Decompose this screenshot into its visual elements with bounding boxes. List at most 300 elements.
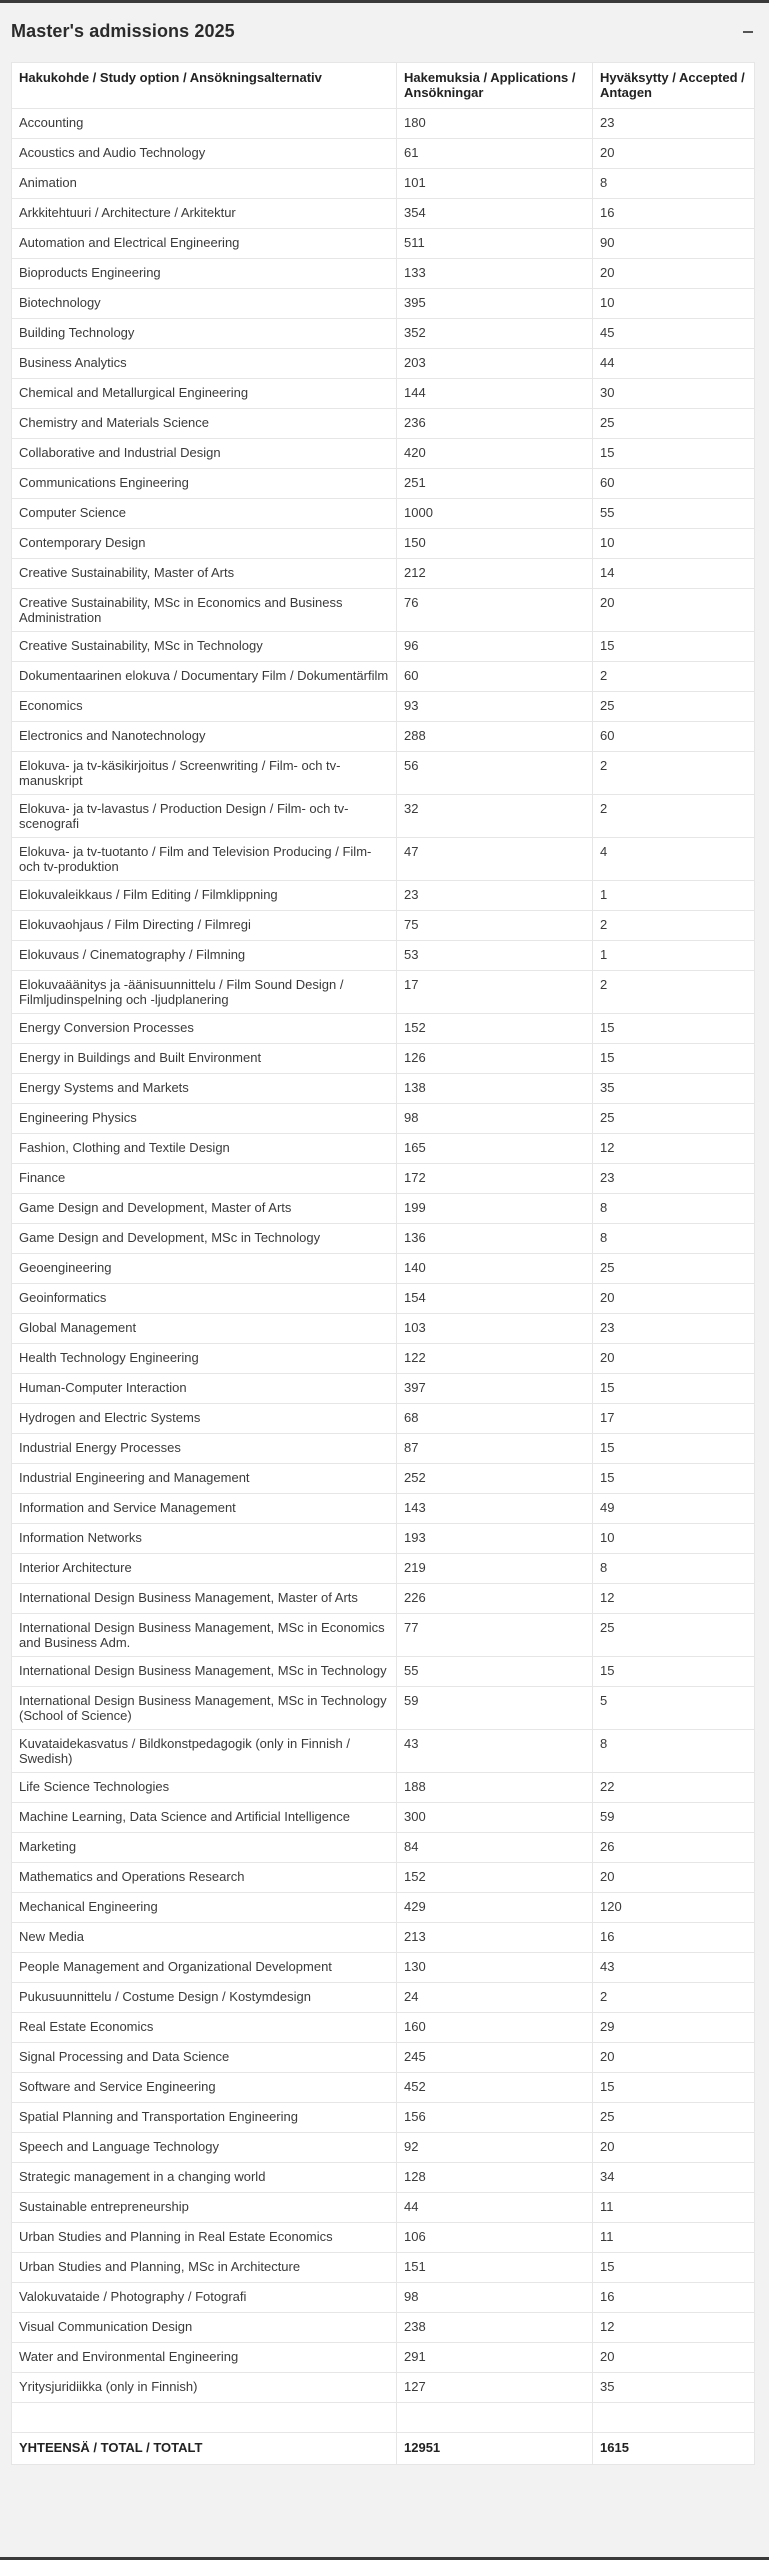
table-row (12, 2193, 755, 2223)
applications-cell: 165 (397, 1134, 593, 1164)
table-row (12, 469, 755, 499)
table-row (12, 349, 755, 379)
accepted-cell: 11 (593, 2193, 755, 2223)
study-option-cell: Elokuvaus / Cinematography / Filmning (12, 941, 397, 971)
table-row (12, 2103, 755, 2133)
accepted-cell: 30 (593, 379, 755, 409)
study-option-cell: Elokuva- ja tv-käsikirjoitus / Screenwriting / Film- och tv-manuskript (12, 752, 397, 795)
accepted-cell: 11 (593, 2223, 755, 2253)
accepted-cell: 26 (593, 1833, 755, 1863)
study-option-cell: Geoengineering (12, 1254, 397, 1284)
study-option-cell: Machine Learning, Data Science and Artificial Intelligence (12, 1803, 397, 1833)
applications-cell: 44 (397, 2193, 593, 2223)
applications-cell: 397 (397, 1374, 593, 1404)
table-row (12, 1104, 755, 1134)
accepted-cell: 20 (593, 1863, 755, 1893)
study-option-cell: Computer Science (12, 499, 397, 529)
section-title: Master's admissions 2025 (11, 21, 235, 41)
table-row (12, 1464, 755, 1494)
accepted-cell: 2 (593, 795, 755, 838)
study-option-cell: Real Estate Economics (12, 2013, 397, 2043)
study-option-cell: Chemical and Metallurgical Engineering (12, 379, 397, 409)
accepted-cell: 15 (593, 1374, 755, 1404)
table-row (12, 1344, 755, 1374)
table-row (12, 1134, 755, 1164)
accepted-cell: 2 (593, 911, 755, 941)
applications-cell: 133 (397, 259, 593, 289)
study-option-cell: Electronics and Nanotechnology (12, 722, 397, 752)
accepted-cell: 16 (593, 2283, 755, 2313)
accepted-cell: 60 (593, 469, 755, 499)
table-row (12, 379, 755, 409)
table-row (12, 1833, 755, 1863)
study-option-cell: International Design Business Management, MSc in Technology (School of Science) (12, 1687, 397, 1730)
study-option-cell: Accounting (12, 109, 397, 139)
applications-cell: 213 (397, 1923, 593, 1953)
accepted-cell: 12 (593, 1584, 755, 1614)
applications-cell: 203 (397, 349, 593, 379)
study-option-cell: Industrial Energy Processes (12, 1434, 397, 1464)
accepted-cell: 23 (593, 109, 755, 139)
applications-cell: 96 (397, 632, 593, 662)
table-row (12, 1773, 755, 1803)
table-row (12, 169, 755, 199)
applications-cell: 92 (397, 2133, 593, 2163)
applications-cell: 136 (397, 1224, 593, 1254)
table-row (12, 2073, 755, 2103)
table-row (12, 259, 755, 289)
collapse-button[interactable] (736, 19, 760, 43)
study-option-cell: Software and Service Engineering (12, 2073, 397, 2103)
applications-cell: 87 (397, 1434, 593, 1464)
table-row (12, 1404, 755, 1434)
table-row (12, 1584, 755, 1614)
applications-cell: 395 (397, 289, 593, 319)
accepted-cell: 8 (593, 1224, 755, 1254)
table-row (12, 1434, 755, 1464)
accepted-cell: 20 (593, 2043, 755, 2073)
study-option-cell: Finance (12, 1164, 397, 1194)
accepted-cell: 1 (593, 941, 755, 971)
study-option-cell: Creative Sustainability, MSc in Economics and Business Administration (12, 589, 397, 632)
applications-cell: 172 (397, 1164, 593, 1194)
table-row (12, 1524, 755, 1554)
accepted-cell: 20 (593, 1284, 755, 1314)
total-row (12, 2433, 755, 2465)
accepted-cell: 20 (593, 139, 755, 169)
applications-cell: 152 (397, 1863, 593, 1893)
table-row (12, 838, 755, 881)
study-option-cell: Spatial Planning and Transportation Engineering (12, 2103, 397, 2133)
study-option-cell: Elokuva- ja tv-tuotanto / Film and Television Producing / Film- och tv-produktion (12, 838, 397, 881)
study-option-cell: International Design Business Management, Master of Arts (12, 1584, 397, 1614)
table-row (12, 752, 755, 795)
accepted-cell: 20 (593, 589, 755, 632)
table-row (12, 795, 755, 838)
table-row (12, 409, 755, 439)
applications-cell: 32 (397, 795, 593, 838)
table-row (12, 971, 755, 1014)
accepted-cell: 20 (593, 2343, 755, 2373)
study-option-cell: Energy in Buildings and Built Environment (12, 1044, 397, 1074)
applications-cell: 93 (397, 692, 593, 722)
total-label: YHTEENSÄ / TOTAL / TOTALT (12, 2433, 397, 2465)
study-option-cell: Arkkitehtuuri / Architecture / Arkitektur (12, 199, 397, 229)
applications-cell: 126 (397, 1044, 593, 1074)
applications-cell: 84 (397, 1833, 593, 1863)
study-option-cell: Chemistry and Materials Science (12, 409, 397, 439)
applications-cell: 77 (397, 1614, 593, 1657)
applications-cell: 511 (397, 229, 593, 259)
applications-cell: 103 (397, 1314, 593, 1344)
study-option-cell: Engineering Physics (12, 1104, 397, 1134)
accepted-cell: 44 (593, 349, 755, 379)
table-row (12, 1803, 755, 1833)
table-row (12, 881, 755, 911)
accepted-cell: 15 (593, 1464, 755, 1494)
accepted-cell: 20 (593, 259, 755, 289)
table-row (12, 559, 755, 589)
table-row (12, 529, 755, 559)
applications-cell: 144 (397, 379, 593, 409)
accepted-cell: 12 (593, 2313, 755, 2343)
accepted-cell: 1 (593, 881, 755, 911)
study-option-cell: Mechanical Engineering (12, 1893, 397, 1923)
applications-cell: 59 (397, 1687, 593, 1730)
applications-cell: 60 (397, 662, 593, 692)
table-row (12, 1657, 755, 1687)
applications-cell: 98 (397, 2283, 593, 2313)
applications-cell: 236 (397, 409, 593, 439)
accepted-cell: 59 (593, 1803, 755, 1833)
study-option-cell: Dokumentaarinen elokuva / Documentary Film / Dokumentärfilm (12, 662, 397, 692)
study-option-cell: Valokuvataide / Photography / Fotografi (12, 2283, 397, 2313)
table-row (12, 1044, 755, 1074)
applications-cell: 128 (397, 2163, 593, 2193)
accepted-cell: 23 (593, 1314, 755, 1344)
accepted-cell: 25 (593, 1254, 755, 1284)
study-option-cell: Signal Processing and Data Science (12, 2043, 397, 2073)
table-row (12, 1254, 755, 1284)
study-option-cell: Kuvataidekasvatus / Bildkonstpedagogik (only in Finnish / Swedish) (12, 1730, 397, 1773)
table-row (12, 1953, 755, 1983)
accepted-cell: 15 (593, 632, 755, 662)
applications-cell: 245 (397, 2043, 593, 2073)
table-row (12, 1314, 755, 1344)
applications-cell: 23 (397, 881, 593, 911)
study-option-cell: Game Design and Development, MSc in Technology (12, 1224, 397, 1254)
table-row (12, 1494, 755, 1524)
accepted-cell: 15 (593, 2253, 755, 2283)
applications-cell: 122 (397, 1344, 593, 1374)
applications-cell: 150 (397, 529, 593, 559)
table-row (12, 319, 755, 349)
minus-icon (743, 31, 753, 33)
table-row (12, 2133, 755, 2163)
accepted-cell: 14 (593, 559, 755, 589)
applications-cell: 17 (397, 971, 593, 1014)
study-option-cell: Acoustics and Audio Technology (12, 139, 397, 169)
study-option-cell: International Design Business Management, MSc in Technology (12, 1657, 397, 1687)
study-option-cell: Health Technology Engineering (12, 1344, 397, 1374)
applications-cell: 188 (397, 1773, 593, 1803)
study-option-cell: Speech and Language Technology (12, 2133, 397, 2163)
table-row (12, 1164, 755, 1194)
applications-cell: 76 (397, 589, 593, 632)
accepted-cell: 10 (593, 1524, 755, 1554)
accepted-cell: 15 (593, 1014, 755, 1044)
table-row (12, 589, 755, 632)
study-option-cell: Information and Service Management (12, 1494, 397, 1524)
study-option-cell: Communications Engineering (12, 469, 397, 499)
applications-cell: 24 (397, 1983, 593, 2013)
accepted-cell: 16 (593, 199, 755, 229)
table-row (12, 139, 755, 169)
table-row (12, 2223, 755, 2253)
study-option-cell: Marketing (12, 1833, 397, 1863)
table-row (12, 1893, 755, 1923)
accepted-cell: 25 (593, 692, 755, 722)
accepted-cell: 55 (593, 499, 755, 529)
accepted-cell: 35 (593, 2373, 755, 2403)
table-row (12, 2373, 755, 2403)
study-option-cell: Urban Studies and Planning, MSc in Architecture (12, 2253, 397, 2283)
accepted-cell: 34 (593, 2163, 755, 2193)
accepted-cell: 35 (593, 1074, 755, 1104)
applications-cell: 420 (397, 439, 593, 469)
table-row (12, 109, 755, 139)
accepted-cell: 16 (593, 1923, 755, 1953)
study-option-cell: Game Design and Development, Master of Arts (12, 1194, 397, 1224)
accepted-cell: 29 (593, 2013, 755, 2043)
table-row (12, 1687, 755, 1730)
accepted-cell: 10 (593, 289, 755, 319)
table-row (12, 499, 755, 529)
study-option-cell: Elokuvaohjaus / Film Directing / Filmregi (12, 911, 397, 941)
empty-cell (397, 2403, 593, 2433)
applications-cell: 160 (397, 2013, 593, 2043)
study-option-cell: Biotechnology (12, 289, 397, 319)
accepted-cell: 120 (593, 1893, 755, 1923)
applications-cell: 354 (397, 199, 593, 229)
accepted-cell: 15 (593, 1657, 755, 1687)
accepted-cell: 5 (593, 1687, 755, 1730)
applications-cell: 300 (397, 1803, 593, 1833)
accepted-cell: 20 (593, 2133, 755, 2163)
applications-cell: 75 (397, 911, 593, 941)
study-option-cell: Animation (12, 169, 397, 199)
applications-cell: 53 (397, 941, 593, 971)
table-row (12, 2343, 755, 2373)
study-option-cell: Creative Sustainability, MSc in Technology (12, 632, 397, 662)
empty-cell (593, 2403, 755, 2433)
table-row (12, 941, 755, 971)
study-option-cell: Elokuvaäänitys ja -äänisuunnittelu / Film Sound Design / Filmljudinspelning och -ljudplanering (12, 971, 397, 1014)
study-option-cell: Economics (12, 692, 397, 722)
total-accepted: 1615 (593, 2433, 755, 2465)
applications-cell: 138 (397, 1074, 593, 1104)
accepted-cell: 8 (593, 1730, 755, 1773)
study-option-cell: Contemporary Design (12, 529, 397, 559)
study-option-cell: Elokuvaleikkaus / Film Editing / Filmklippning (12, 881, 397, 911)
table-row (12, 1614, 755, 1657)
applications-cell: 98 (397, 1104, 593, 1134)
table-row (12, 2283, 755, 2313)
empty-cell (12, 2403, 397, 2433)
applications-cell: 199 (397, 1194, 593, 1224)
applications-cell: 180 (397, 109, 593, 139)
accepted-cell: 2 (593, 752, 755, 795)
accepted-cell: 15 (593, 2073, 755, 2103)
table-row (12, 632, 755, 662)
applications-cell: 154 (397, 1284, 593, 1314)
accepted-cell: 8 (593, 169, 755, 199)
accepted-cell: 10 (593, 529, 755, 559)
table-row (12, 2253, 755, 2283)
table-row (12, 692, 755, 722)
applications-cell: 127 (397, 2373, 593, 2403)
study-option-cell: Hydrogen and Electric Systems (12, 1404, 397, 1434)
study-option-cell: Global Management (12, 1314, 397, 1344)
applications-cell: 143 (397, 1494, 593, 1524)
study-option-cell: Urban Studies and Planning in Real Estate Economics (12, 2223, 397, 2253)
accepted-cell: 2 (593, 662, 755, 692)
table-row (12, 229, 755, 259)
accepted-cell: 49 (593, 1494, 755, 1524)
study-option-cell: Yritysjuridiikka (only in Finnish) (12, 2373, 397, 2403)
accepted-cell: 25 (593, 409, 755, 439)
study-option-cell: Strategic management in a changing world (12, 2163, 397, 2193)
applications-cell: 68 (397, 1404, 593, 1434)
applications-cell: 56 (397, 752, 593, 795)
accepted-cell: 25 (593, 2103, 755, 2133)
applications-cell: 61 (397, 139, 593, 169)
study-option-cell: Bioproducts Engineering (12, 259, 397, 289)
study-option-cell: Visual Communication Design (12, 2313, 397, 2343)
admissions-accordion (0, 3, 769, 59)
applications-cell: 106 (397, 2223, 593, 2253)
applications-cell: 101 (397, 169, 593, 199)
applications-cell: 226 (397, 1584, 593, 1614)
table-row (12, 2313, 755, 2343)
table-row (12, 722, 755, 752)
table-row (12, 1014, 755, 1044)
study-option-cell: Creative Sustainability, Master of Arts (12, 559, 397, 589)
applications-cell: 156 (397, 2103, 593, 2133)
study-option-cell: Life Science Technologies (12, 1773, 397, 1803)
table-row (12, 1730, 755, 1773)
applications-cell: 219 (397, 1554, 593, 1584)
accepted-cell: 15 (593, 1434, 755, 1464)
study-option-cell: International Design Business Management, MSc in Economics and Business Adm. (12, 1614, 397, 1657)
accepted-cell: 60 (593, 722, 755, 752)
applications-cell: 55 (397, 1657, 593, 1687)
accepted-cell: 23 (593, 1164, 755, 1194)
accepted-cell: 43 (593, 1953, 755, 1983)
applications-cell: 238 (397, 2313, 593, 2343)
applications-cell: 130 (397, 1953, 593, 1983)
table-header-row (12, 63, 755, 109)
applications-cell: 288 (397, 722, 593, 752)
table-row (12, 1983, 755, 2013)
accepted-cell: 25 (593, 1614, 755, 1657)
spacer-row (12, 2403, 755, 2433)
table-row (12, 1374, 755, 1404)
accepted-cell: 25 (593, 1104, 755, 1134)
study-option-cell: Water and Environmental Engineering (12, 2343, 397, 2373)
applications-cell: 47 (397, 838, 593, 881)
applications-cell: 1000 (397, 499, 593, 529)
table-row (12, 1224, 755, 1254)
accepted-cell: 45 (593, 319, 755, 349)
study-option-cell: Collaborative and Industrial Design (12, 439, 397, 469)
applications-cell: 43 (397, 1730, 593, 1773)
applications-cell: 140 (397, 1254, 593, 1284)
study-option-cell: Human-Computer Interaction (12, 1374, 397, 1404)
study-option-cell: Automation and Electrical Engineering (12, 229, 397, 259)
admissions-table (11, 62, 755, 2465)
accepted-cell: 22 (593, 1773, 755, 1803)
table-row (12, 2163, 755, 2193)
applications-cell: 151 (397, 2253, 593, 2283)
applications-cell: 152 (397, 1014, 593, 1044)
accepted-cell: 4 (593, 838, 755, 881)
accepted-cell: 8 (593, 1554, 755, 1584)
study-option-cell: Business Analytics (12, 349, 397, 379)
accepted-cell: 90 (593, 229, 755, 259)
accepted-cell: 2 (593, 1983, 755, 2013)
study-option-cell: People Management and Organizational Development (12, 1953, 397, 1983)
applications-cell: 251 (397, 469, 593, 499)
study-option-cell: Sustainable entrepreneurship (12, 2193, 397, 2223)
accepted-cell: 8 (593, 1194, 755, 1224)
header-applications: Hakemuksia / Applications / Ansökningar (397, 63, 593, 109)
accepted-cell: 15 (593, 1044, 755, 1074)
table-row (12, 289, 755, 319)
study-option-cell: Fashion, Clothing and Textile Design (12, 1134, 397, 1164)
table-row (12, 1194, 755, 1224)
applications-cell: 429 (397, 1893, 593, 1923)
applications-cell: 291 (397, 2343, 593, 2373)
applications-cell: 352 (397, 319, 593, 349)
accepted-cell: 12 (593, 1134, 755, 1164)
study-option-cell: Industrial Engineering and Management (12, 1464, 397, 1494)
study-option-cell: Mathematics and Operations Research (12, 1863, 397, 1893)
table-row (12, 1284, 755, 1314)
total-applications: 12951 (397, 2433, 593, 2465)
accepted-cell: 17 (593, 1404, 755, 1434)
applications-cell: 212 (397, 559, 593, 589)
accepted-cell: 20 (593, 1344, 755, 1374)
table-row (12, 1074, 755, 1104)
accordion-header[interactable] (0, 3, 769, 59)
table-row (12, 1923, 755, 1953)
table-row (12, 439, 755, 469)
study-option-cell: Energy Systems and Markets (12, 1074, 397, 1104)
table-row (12, 1863, 755, 1893)
study-option-cell: Information Networks (12, 1524, 397, 1554)
table-row (12, 911, 755, 941)
header-accepted: Hyväksytty / Accepted / Antagen (593, 63, 755, 109)
applications-cell: 252 (397, 1464, 593, 1494)
applications-cell: 193 (397, 1524, 593, 1554)
study-option-cell: New Media (12, 1923, 397, 1953)
accepted-cell: 2 (593, 971, 755, 1014)
study-option-cell: Geoinformatics (12, 1284, 397, 1314)
applications-cell: 452 (397, 2073, 593, 2103)
study-option-cell: Interior Architecture (12, 1554, 397, 1584)
table-row (12, 662, 755, 692)
